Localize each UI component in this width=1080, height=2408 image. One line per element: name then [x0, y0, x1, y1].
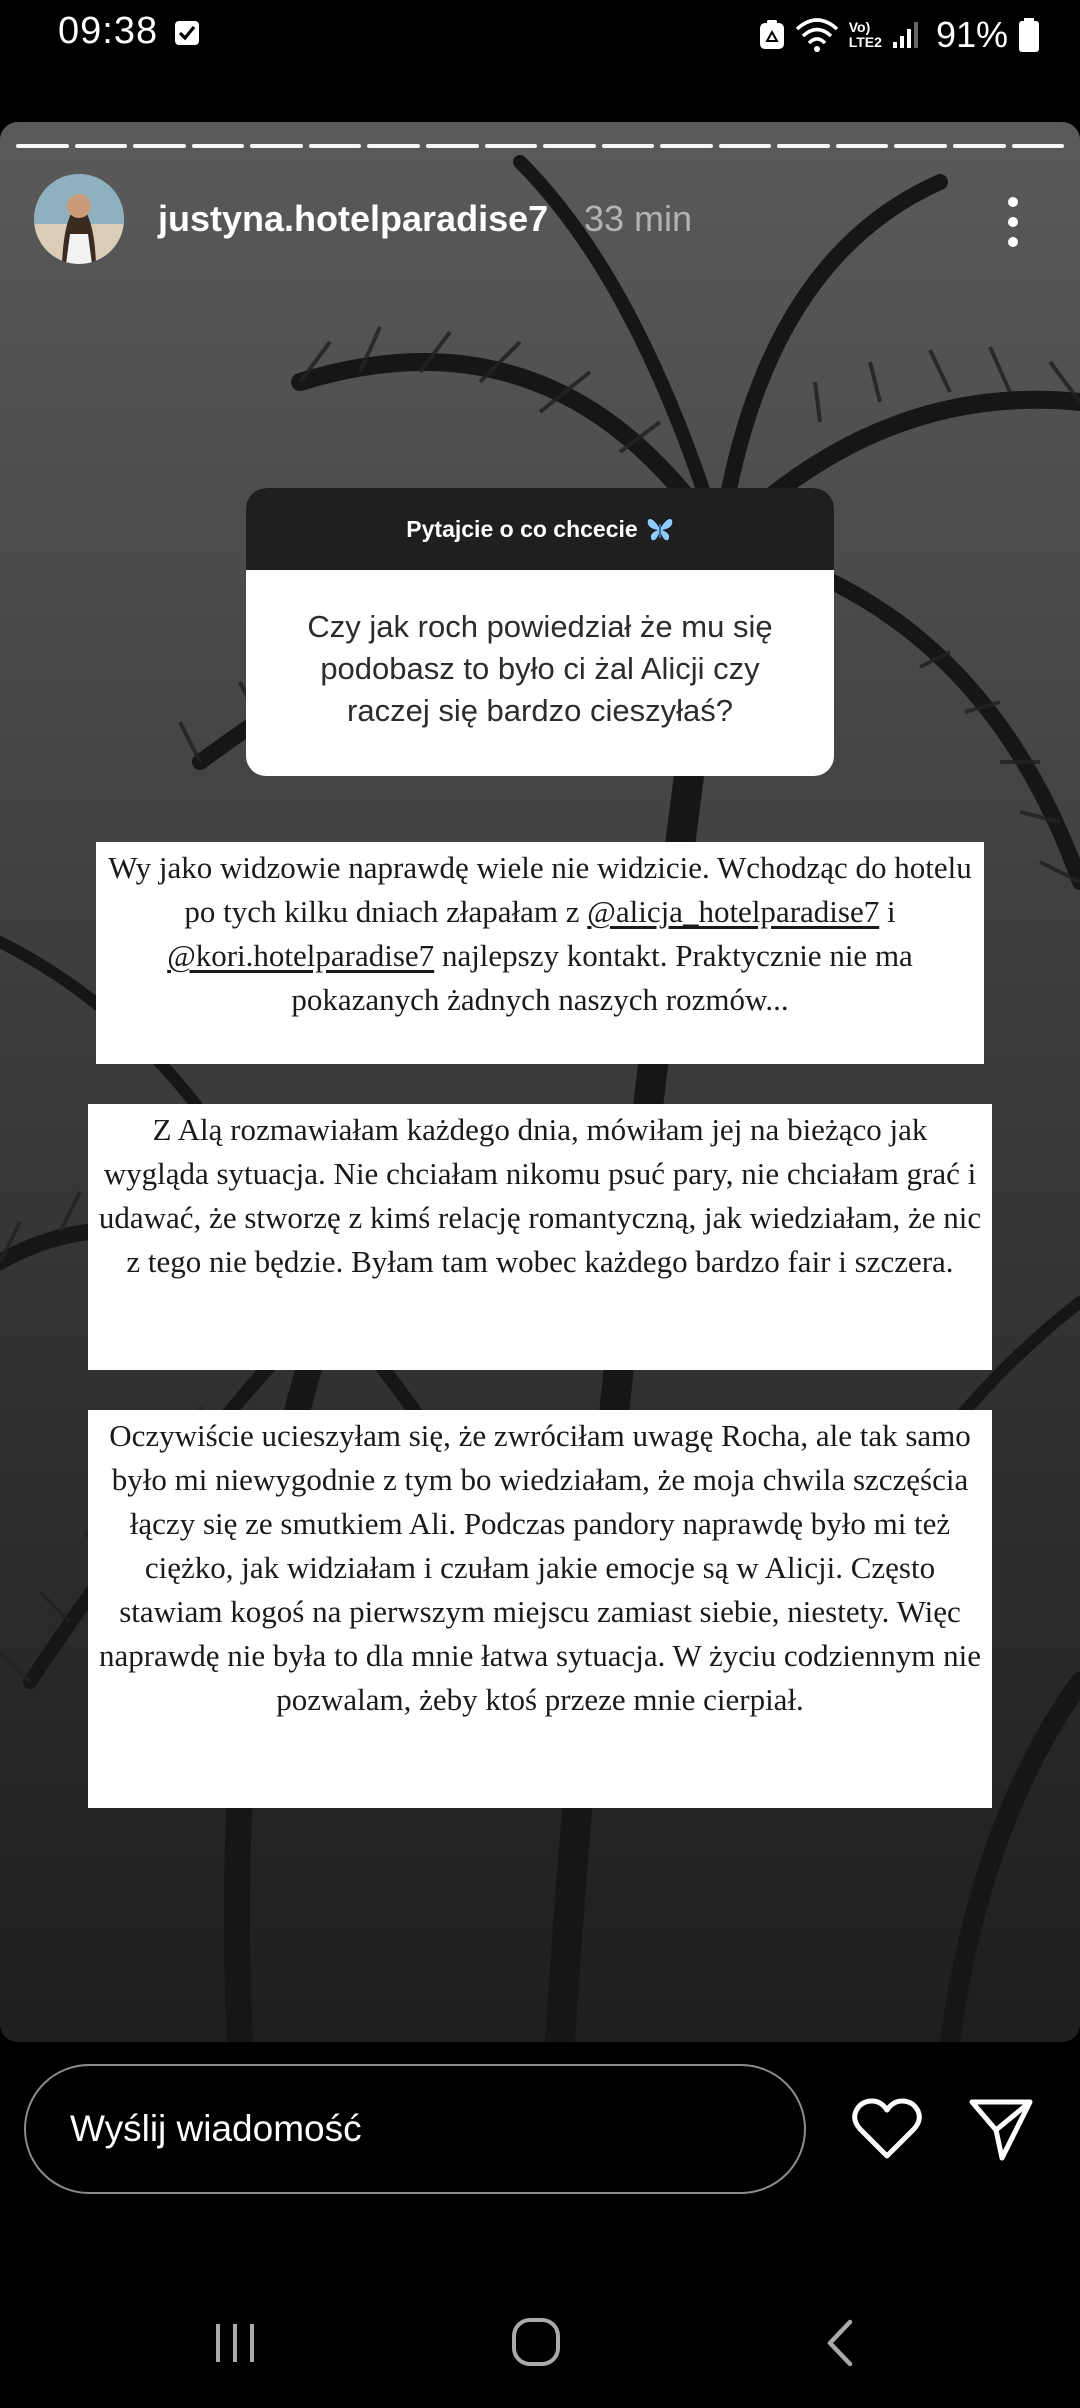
story-progress-segment	[953, 144, 1006, 148]
story-progress-segment	[309, 144, 362, 148]
story-progress-bars	[16, 144, 1064, 148]
story-progress-segment	[192, 144, 245, 148]
mention-kori[interactable]: @kori.hotelparadise7	[167, 938, 435, 973]
text-box-1-before: Wy jako widzowie naprawdę wiele nie widzicie. Wchodząc do hotelu po tych kilku dniach złapałam z	[108, 850, 972, 929]
story-progress-segment	[719, 144, 772, 148]
wifi-icon	[795, 17, 839, 53]
story-progress-segment	[602, 144, 655, 148]
story-progress-segment	[543, 144, 596, 148]
story-text-box-3	[88, 1410, 992, 1808]
story-progress-segment	[1012, 144, 1065, 148]
story-timestamp: 33 min	[584, 198, 693, 239]
avatar[interactable]	[34, 174, 124, 264]
mention-alicja[interactable]: @alicja_hotelparadise7	[587, 894, 880, 929]
story-progress-segment	[133, 144, 186, 148]
status-time: 09:38	[58, 10, 159, 52]
story-text-box-3-paragraph: Oczywiście ucieszyłam się, że zwróciłam uwagę Rocha, ale tak samo było mi niewygodnie z tym bo wiedziałam, że moja chwila szczęścia łączy się ze smutkiem Ali. Podczas pandory naprawdę było mi też ciężko, jak widziałam i czułam jakie emocje są w Alicji. Często stawiam kogoś na pierwszym miejscu zamiast siebie, niestety. Więc naprawdę nie była to dla mnie łatwa sytuacja. W życiu codziennym nie pozwalam, żeby ktoś przeze mnie cierpiał.	[98, 1418, 982, 1717]
recycle-icon	[759, 19, 785, 51]
story-header	[0, 174, 1080, 284]
story-progress-segment	[894, 144, 947, 148]
story-text-box-2	[88, 1104, 992, 1370]
story-progress-segment	[777, 144, 830, 148]
network-label	[849, 20, 882, 50]
checkbox-notification-icon	[174, 18, 200, 48]
recent-apps-icon[interactable]	[210, 2320, 260, 2366]
story-text-box-1	[96, 842, 984, 1064]
story-progress-segment	[660, 144, 713, 148]
avatar-image	[34, 174, 124, 264]
more-options-icon[interactable]	[1000, 194, 1026, 250]
question-sticker[interactable]	[246, 488, 834, 776]
story-progress-segment	[16, 144, 69, 148]
story-progress-segment	[426, 144, 479, 148]
send-message-input[interactable]	[24, 2064, 806, 2194]
status-indicators	[759, 10, 1040, 60]
volte-label: Vo)	[848, 19, 871, 35]
story-text-box-2-paragraph: Z Alą rozmawiałam każdego dnia, mówiłam jej na bieżąco jak wygląda sytuacja. Nie chciałam nikomu psuć pary, nie chciałam grać i udawać, że stworzę z kimś relację romantyczną, jak wiedziałam, że nic z tego nie będzie. Byłam tam wobec każdego bardzo fair i szczera.	[98, 1112, 982, 1279]
text-box-1-after: najlepszy kontakt. Praktycznie nie ma pokazanych żadnych naszych rozmów...	[291, 938, 913, 1017]
home-icon[interactable]	[510, 2316, 562, 2368]
story-text-box-1-paragraph	[106, 846, 974, 1022]
reply-bar	[0, 2042, 1080, 2242]
story-progress-segment	[250, 144, 303, 148]
heart-icon[interactable]	[852, 2098, 922, 2160]
text-box-1-joiner: i	[886, 894, 896, 929]
story-progress-segment	[75, 144, 128, 148]
battery-percent: 91%	[935, 14, 1008, 55]
question-sticker-title: Pytajcie o co chcecie	[406, 515, 638, 542]
question-sticker-header	[246, 488, 834, 570]
story-progress-segment	[367, 144, 420, 148]
system-navigation-bar	[0, 2242, 1080, 2408]
lte-label: LTE2	[848, 34, 882, 50]
status-bar	[0, 0, 1080, 122]
back-icon[interactable]	[822, 2318, 858, 2368]
story-progress-segment	[485, 144, 538, 148]
butterfly-icon	[646, 516, 674, 542]
story-viewer[interactable]	[0, 122, 1080, 2042]
story-username[interactable]: justyna.hotelparadise7	[158, 198, 549, 239]
battery-icon	[1018, 17, 1040, 53]
question-sticker-question: Czy jak roch powiedział że mu się podobasz to było ci żal Alicji czy raczej się bardzo cieszyłaś?	[307, 609, 773, 728]
signal-icon	[892, 20, 922, 50]
send-icon[interactable]	[968, 2096, 1034, 2162]
story-progress-segment	[836, 144, 889, 148]
